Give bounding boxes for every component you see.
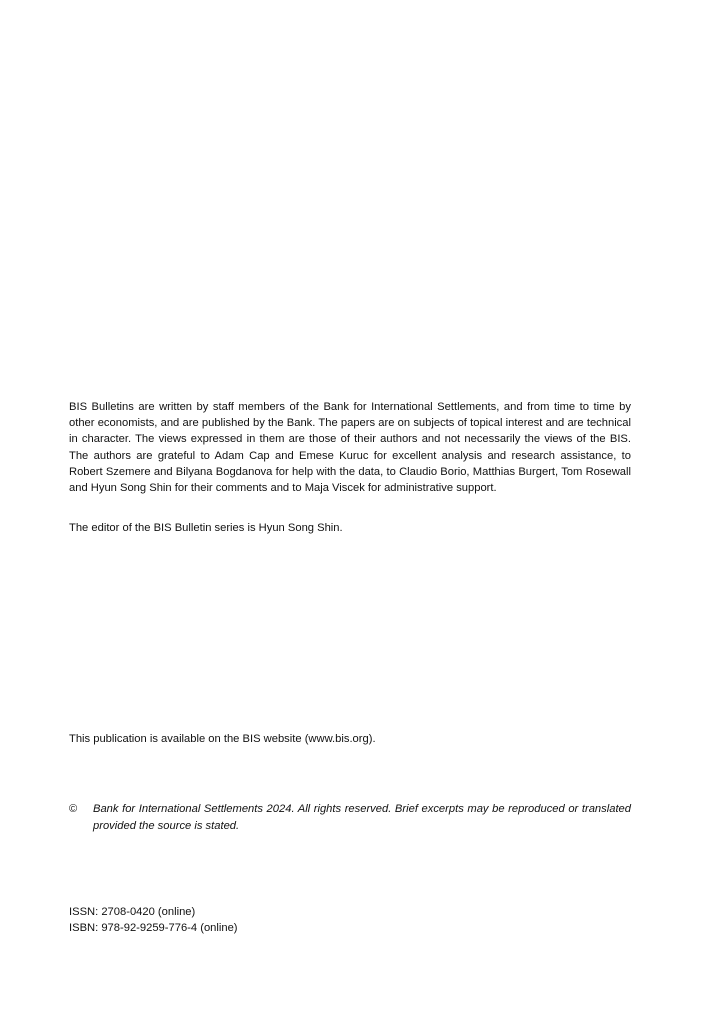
copyright-notice: Bank for International Settlements 2024. All rights reserved. Brief excerpts may be reproduced or translated provided the source is stated. <box>93 803 631 832</box>
copyright-block <box>69 801 631 835</box>
editor-statement: The editor of the BIS Bulletin series is Hyun Song Shin. <box>69 522 343 534</box>
issn-line: ISSN: 2708-0420 (online) <box>69 906 196 918</box>
bulletin-description-paragraph: BIS Bulletins are written by staff members of the Bank for International Settlements, and from time to time by other economists, and are published by the Bank. The papers are on subjects of topical interest and are technical in character. The views expressed in them are those of their authors and not necessarily the views of the BIS. The authors are grateful to Adam Cap and Emese Kuruc for excellent analysis and research assistance, to Robert Szemere and Bilyana Bogdanova for help with the data, to Claudio Borio, Matthias Burgert, Tom Rosewall and Hyun Song Shin for their comments and to Maja Viscek for administrative support. <box>69 401 631 495</box>
isbn-line: ISBN: 978-92-9259-776-4 (online) <box>69 922 238 935</box>
publication-identifiers <box>69 904 238 936</box>
availability-statement: This publication is available on the BIS website (www.bis.org). <box>69 733 376 745</box>
copyright-symbol: © <box>69 803 78 815</box>
